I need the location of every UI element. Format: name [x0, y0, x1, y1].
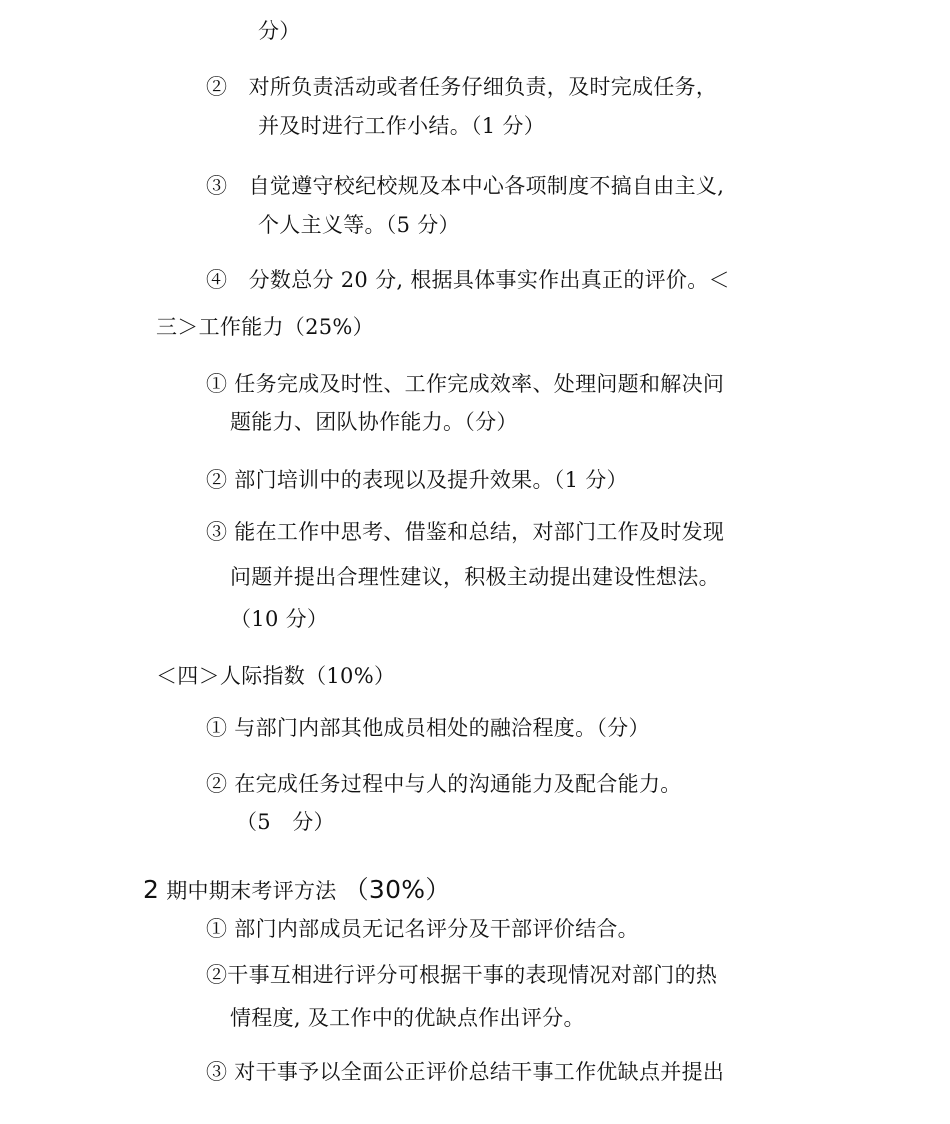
- text-line: 题能力、团队协作能力。（分）: [230, 410, 518, 434]
- section-2-heading: [143, 876, 451, 905]
- section-2-number: 2: [143, 875, 160, 904]
- text-line: ③ 对干事予以全面公正评价总结干事工作优缺点并提出: [206, 1060, 725, 1084]
- text-line: （5 分）: [236, 810, 335, 834]
- text-line: ① 部门内部成员无记名评分及干部评价结合。: [206, 917, 639, 941]
- section-heading: 三＞工作能力（25%）: [156, 315, 374, 339]
- text-line: ② 在完成任务过程中与人的沟通能力及配合能力。: [206, 772, 682, 796]
- section-2-percent: （30%）: [343, 875, 451, 904]
- text-line: ① 与部门内部其他成员相处的融洽程度。（分）: [206, 716, 650, 740]
- text-line: 并及时进行工作小结。（1 分）: [258, 114, 546, 138]
- text-line: ② 部门培训中的表现以及提升效果。（1 分）: [206, 468, 628, 492]
- text-line: 分）: [258, 19, 301, 43]
- section-heading: ＜四＞人际指数（10%）: [156, 664, 396, 688]
- section-2-title: 期中期末考评方法: [166, 879, 337, 903]
- text-line: （10 分）: [230, 607, 329, 631]
- text-line: ② 对所负责活动或者任务仔细负责，及时完成任务，: [206, 75, 718, 99]
- text-line: ① 任务完成及时性、工作完成效率、处理问题和解决问: [206, 372, 725, 396]
- text-line: ③ 自觉遵守校纪校规及本中心各项制度不搞自由主义,: [206, 174, 725, 198]
- text-line: 情程度, 及工作中的优缺点作出评分。: [230, 1006, 585, 1030]
- text-line: ②干事互相进行评分可根据干事的表现情况对部门的热: [206, 963, 718, 987]
- text-line: ③ 能在工作中思考、借鉴和总结，对部门工作及时发现: [206, 520, 725, 544]
- text-line: 问题并提出合理性建议，积极主动提出建设性想法。: [230, 565, 720, 589]
- text-line: ④ 分数总分 20 分, 根据具体事实作出真正的评价。＜: [206, 268, 730, 292]
- text-line: 个人主义等。（5 分）: [258, 213, 460, 237]
